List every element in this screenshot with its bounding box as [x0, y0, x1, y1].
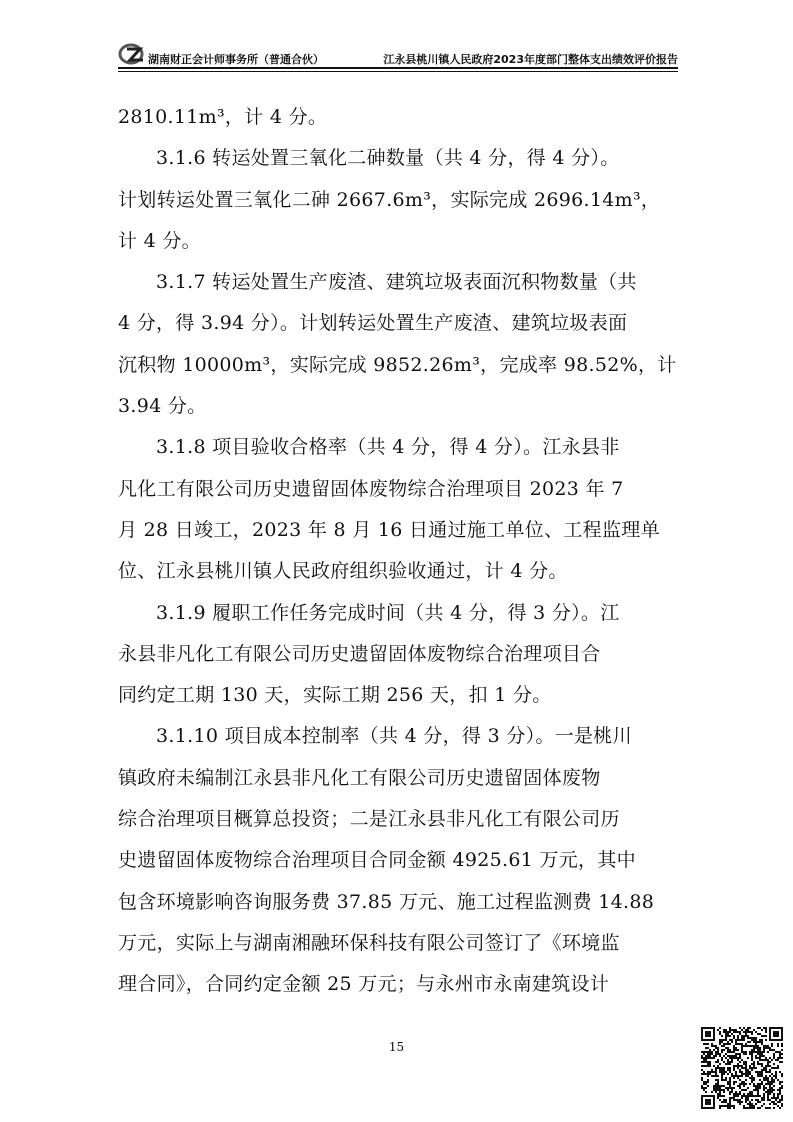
text-line: 3.1.6 转运处置三氧化二砷数量（共 4 分，得 4 分）。 [156, 147, 620, 170]
page-header [118, 40, 678, 70]
header-rule [118, 67, 678, 69]
text-line: 位、江永县桃川镇人民政府组织验收通过，计 4 分。 [118, 560, 568, 583]
text-line: 4 分，得 3.94 分）。计划转运处置生产废渣、建筑垃圾表面 [118, 312, 628, 335]
text-line: 计 4 分。 [118, 229, 201, 252]
text-line: 永县非凡化工有限公司历史遗留固体废物综合治理项目合 [118, 642, 601, 665]
firm-name: 湖南财正会计师事务所（普通合伙） [148, 53, 324, 66]
text-line: 凡化工有限公司历史遗留固体废物综合治理项目 2023 年 7 [118, 477, 624, 500]
firm-logo-icon [118, 42, 148, 66]
text-line: 综合治理项目概算总投资；二是江永县非凡化工有限公司历 [118, 808, 620, 831]
text-line: 3.1.7 转运处置生产废渣、建筑垃圾表面沉积物数量（共 [156, 271, 637, 294]
text-line: 3.1.9 履职工作任务完成时间（共 4 分，得 3 分）。江 [156, 601, 620, 624]
text-line: 理合同》，合同约定金额 25 万元；与永州市永南建筑设计 [118, 973, 610, 996]
text-line: 包含环境影响咨询服务费 37.85 万元、施工过程监测费 14.88 [118, 890, 655, 913]
text-line: 月 28 日竣工，2023 年 8 月 16 日通过施工单位、工程监理单 [118, 518, 660, 541]
page-number: 15 [388, 1040, 405, 1054]
text-line: 3.1.8 项目验收合格率（共 4 分，得 4 分）。江永县非 [156, 436, 620, 459]
report-title: 江永县桃川镇人民政府2023年度部门整体支出绩效评价报告 [383, 53, 678, 66]
body-text [118, 97, 676, 1006]
text-line: 3.94 分。 [118, 395, 207, 418]
text-line: 镇政府未编制江永县非凡化工有限公司历史遗留固体废物 [118, 766, 601, 789]
text-line: 同约定工期 130 天，实际工期 256 天，扣 1 分。 [118, 684, 552, 707]
text-line: 万元，实际上与湖南湘融环保科技有限公司签订了《环境监 [118, 931, 620, 954]
header-rule-thin [118, 71, 678, 72]
text-line: 2810.11m³，计 4 分。 [118, 106, 328, 128]
text-line: 3.1.10 项目成本控制率（共 4 分，得 3 分）。一是桃川 [156, 725, 632, 748]
text-line: 沉积物 10000m³，实际完成 9852.26m³，完成率 98.52%，计 [118, 353, 677, 376]
text-line: 史遗留固体废物综合治理项目合同金额 4925.61 万元，其中 [118, 849, 636, 872]
qr-code-icon [701, 1027, 783, 1109]
text-line: 计划转运处置三氧化二砷 2667.6m³，实际完成 2696.14m³， [118, 188, 661, 211]
